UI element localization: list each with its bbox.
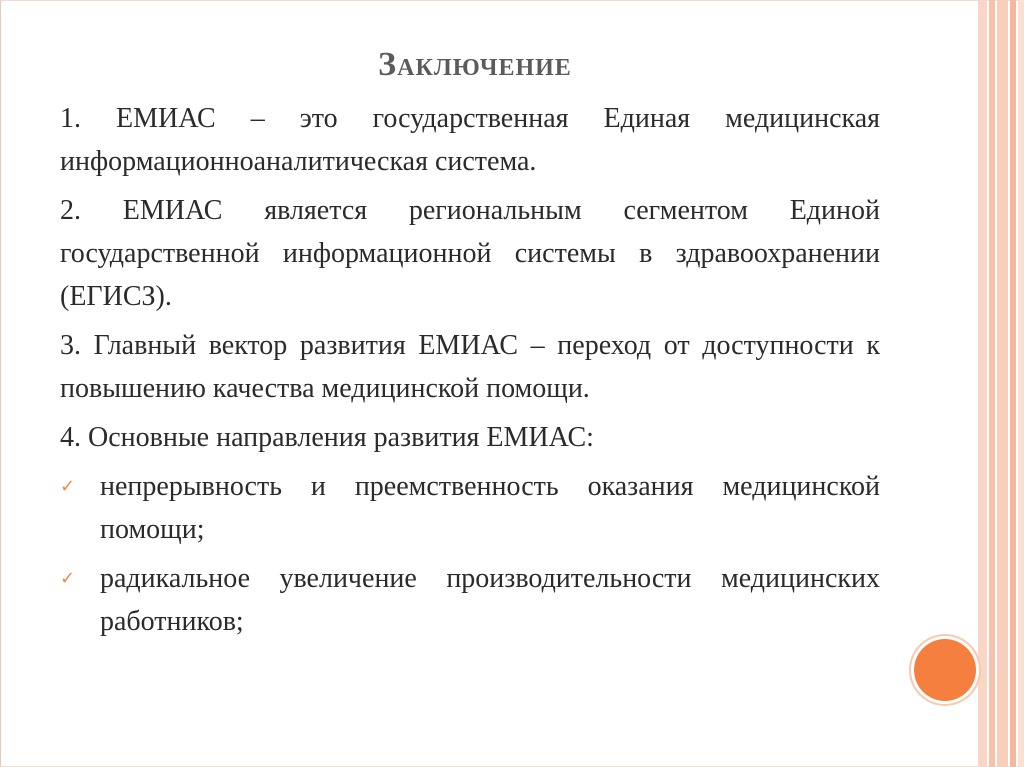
stripe <box>1018 0 1024 767</box>
paragraph-2: 2. ЕМИАС является региональным сегментом Единой государственной информационной системы в здравоохранении (ЕГИСЗ). <box>60 195 880 312</box>
bullet-text: непрерывность и преемственность оказания медицинской помощи; <box>100 471 880 545</box>
bullet-item <box>60 557 880 643</box>
paragraph-1: 1. ЕМИАС – это государственная Единая медицинская информационноаналитическая система. <box>60 103 880 177</box>
decorative-circle <box>914 639 976 701</box>
checkmark-icon: ✓ <box>60 568 76 589</box>
paragraph-3: 3. Главный вектор развития ЕМИАС – переход от доступности к повышению качества медицинской помощи. <box>60 330 880 404</box>
bullet-text: радикальное увеличение производительности медицинских работников; <box>100 563 880 637</box>
decorative-stripes <box>978 0 1024 767</box>
stripe <box>978 0 987 767</box>
slide-body <box>60 97 880 649</box>
stripe <box>989 0 995 767</box>
stripe <box>1010 0 1016 767</box>
paragraph-4: 4. Основные направления развития ЕМИАС: <box>60 422 594 453</box>
stripe <box>997 0 1008 767</box>
checkmark-icon: ✓ <box>60 476 76 497</box>
slide-title: Заключение <box>378 46 572 83</box>
bullet-item <box>60 465 880 551</box>
